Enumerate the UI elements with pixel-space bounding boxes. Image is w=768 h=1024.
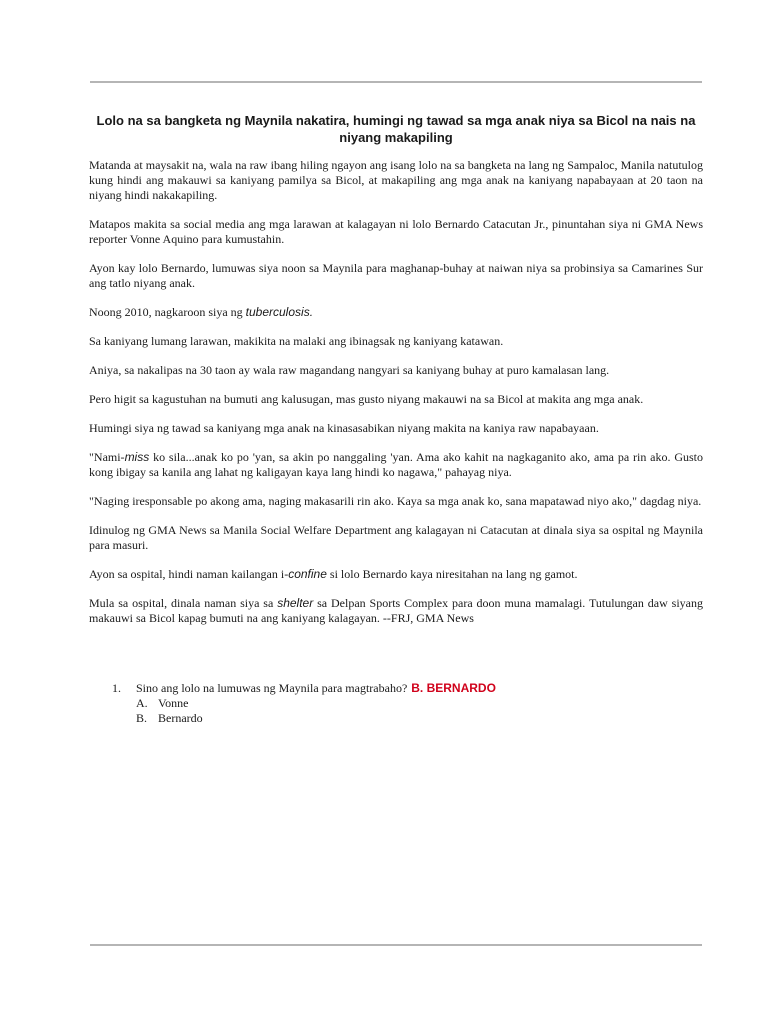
quiz-options (136, 696, 672, 726)
paragraph-12-rest: si lolo Bernardo kaya niresitahan na lang ng gamot. (326, 567, 578, 581)
quiz-section (112, 681, 672, 726)
article (89, 112, 703, 640)
paragraph-7: Pero higit sa kagustuhan na bumuti ang kalusugan, mas gusto niyang makauwi na sa Bicol at makita ang mga anak. (89, 392, 644, 406)
option-b-text: Bernardo (158, 711, 203, 725)
paragraph-8: Humingi siya ng tawad sa kaniyang mga anak na kinasasabikan niyang makita na kaniya raw napabayaan. (89, 421, 599, 435)
option-b (136, 711, 672, 726)
paragraph-9-rest: ko sila...anak ko po 'yan, sa akin po nanggaling 'yan. Ama ako kahit na nagkaganito ako, ama pa rin ako. Gusto kong ibigay sa kanila ang lahat ng kaligayan kaya lang hindi ko nagawa," pahayag niya. (89, 450, 703, 479)
paragraph-4-italic: tuberculosis. (245, 305, 314, 319)
paragraph-13-rest: sa Delpan Sports Complex para doon muna mamalagi. Tutulungan daw siyang makauwi sa Bicol kapag bumuti na ang kaniyang kalagayan. --FRJ, GMA News (89, 596, 703, 625)
paragraph-2: Matapos makita sa social media ang mga larawan at kalagayan ni lolo Bernardo Catacutan Jr., pinuntahan siya ni GMA News reporter Vonne Aquino para kumustahin. (89, 217, 703, 246)
article-title: Lolo na sa bangketa ng Maynila nakatira, humingi ng tawad sa mga anak niya sa Bicol na nais na niyang makapiling (96, 113, 696, 145)
paragraph-9 (89, 450, 703, 480)
paragraph-12-start: Ayon sa ospital, hindi naman kailangan i- (89, 567, 289, 581)
quiz-question-row (112, 681, 672, 696)
paragraph-6: Aniya, sa nakalipas na 30 taon ay wala raw magandang nangyari sa kaniyang buhay at puro kamalasan lang. (89, 363, 610, 377)
paragraph-4-text: Noong 2010, nagkaroon siya ng (89, 305, 246, 319)
paragraph-13-italic: shelter (277, 596, 314, 610)
paragraph-1: Matanda at maysakit na, wala na raw ibang hiling ngayon ang isang lolo na sa bangketa na lang ng Sampaloc, Manila natutulog kung hindi ang makauwi sa kaniyang pamilya sa Bicol, at makapiling ang mga anak na kaniyang napabayaan at 20 taon na niyang hindi nakakapiling. (89, 158, 703, 202)
paragraph-11: Idinulog ng GMA News sa Manila Social Welfare Department ang kalagayan ni Catacutan at dinala siya sa ospital ng Maynila para masuri. (89, 523, 703, 552)
paragraph-13-start: Mula sa ospital, dinala naman siya sa (89, 596, 278, 610)
paragraph-13 (89, 596, 703, 626)
paragraph-12 (89, 567, 703, 582)
top-divider (90, 81, 702, 83)
answer-text: B. BERNARDO (411, 681, 496, 695)
option-a-letter: A. (136, 696, 148, 710)
option-a-text: Vonne (158, 696, 189, 710)
paragraph-3: Ayon kay lolo Bernardo, lumuwas siya noon sa Maynila para maghanap-buhay at naiwan niya sa probinsiya sa Camarines Sur ang tatlo niyang anak. (89, 261, 703, 290)
paragraph-5: Sa kaniyang lumang larawan, makikita na malaki ang ibinagsak ng kaniyang katawan. (89, 334, 504, 348)
question-number: 1. (112, 681, 121, 695)
option-a (136, 696, 672, 711)
paragraph-12-italic: confine (288, 567, 327, 581)
bottom-divider (90, 944, 702, 946)
paragraph-10: "Naging iresponsable po akong ama, naging makasarili rin ako. Kaya sa mga anak ko, sana mapatawad niyo ako," dagdag niya. (89, 494, 702, 508)
question-text: Sino ang lolo na lumuwas ng Maynila para magtrabaho? (136, 681, 408, 695)
paragraph-9-start: "Nami- (89, 450, 125, 464)
paragraph-9-italic: miss (124, 450, 150, 464)
option-b-letter: B. (136, 711, 148, 725)
paragraph-4 (89, 305, 703, 320)
